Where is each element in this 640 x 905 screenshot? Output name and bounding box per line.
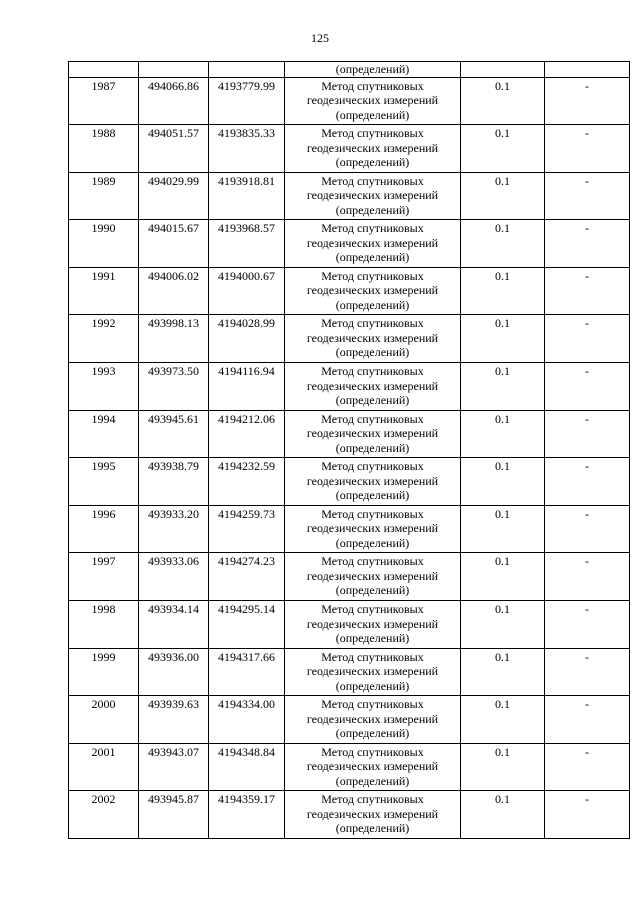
cell-extra: - bbox=[545, 743, 630, 791]
cell-y-coordinate: 4194028.99 bbox=[209, 315, 285, 363]
table-row bbox=[69, 553, 630, 601]
cell-x-coordinate: 493936.00 bbox=[139, 648, 209, 696]
table-row bbox=[69, 791, 630, 839]
cell-accuracy: 0.1 bbox=[461, 696, 545, 744]
table-row bbox=[69, 315, 630, 363]
cell-x-coordinate: 493933.06 bbox=[139, 553, 209, 601]
cell-extra: - bbox=[545, 505, 630, 553]
cell-y-coordinate: 4194274.23 bbox=[209, 553, 285, 601]
cell-accuracy: 0.1 bbox=[461, 315, 545, 363]
cell-x-coordinate: 494051.57 bbox=[139, 125, 209, 173]
cell-x-coordinate: 494029.99 bbox=[139, 172, 209, 220]
cell-point-number: 1992 bbox=[69, 315, 139, 363]
table-body bbox=[69, 62, 630, 839]
cell-extra: - bbox=[545, 77, 630, 125]
cell-method: Метод спутниковых геодезических измерений (определений) bbox=[285, 648, 461, 696]
cell-accuracy: 0.1 bbox=[461, 791, 545, 839]
cell-y-coordinate: 4194317.66 bbox=[209, 648, 285, 696]
table-row bbox=[69, 125, 630, 173]
continuation-row bbox=[69, 62, 630, 78]
cell-accuracy: 0.1 bbox=[461, 458, 545, 506]
cell-point-number: 1987 bbox=[69, 77, 139, 125]
cell-method: Метод спутниковых геодезических измерений (определений) bbox=[285, 267, 461, 315]
cell-extra: - bbox=[545, 410, 630, 458]
cell-method: Метод спутниковых геодезических измерений (определений) bbox=[285, 601, 461, 649]
cell-x-coordinate: 493998.13 bbox=[139, 315, 209, 363]
cell-point-number: 2000 bbox=[69, 696, 139, 744]
table-row bbox=[69, 172, 630, 220]
table-row bbox=[69, 696, 630, 744]
cell-x-coordinate: 494006.02 bbox=[139, 267, 209, 315]
cell-method: Метод спутниковых геодезических измерений (определений) bbox=[285, 696, 461, 744]
cell-x-coordinate: 493938.79 bbox=[139, 458, 209, 506]
cell-point-number bbox=[69, 62, 139, 78]
cell-x-coordinate: 493945.61 bbox=[139, 410, 209, 458]
cell-method: Метод спутниковых геодезических измерений (определений) bbox=[285, 743, 461, 791]
cell-y-coordinate: 4193835.33 bbox=[209, 125, 285, 173]
cell-extra: - bbox=[545, 648, 630, 696]
cell-x-coordinate: 493945.87 bbox=[139, 791, 209, 839]
cell-point-number: 1997 bbox=[69, 553, 139, 601]
cell-y-coordinate: 4193779.99 bbox=[209, 77, 285, 125]
cell-accuracy: 0.1 bbox=[461, 267, 545, 315]
page-number: 125 bbox=[311, 31, 329, 45]
cell-extra: - bbox=[545, 363, 630, 411]
cell-accuracy: 0.1 bbox=[461, 410, 545, 458]
cell-method: Метод спутниковых геодезических измерений (определений) bbox=[285, 363, 461, 411]
cell-point-number: 1991 bbox=[69, 267, 139, 315]
cell-y-coordinate: 4194212.06 bbox=[209, 410, 285, 458]
table-row bbox=[69, 220, 630, 268]
cell-accuracy: 0.1 bbox=[461, 125, 545, 173]
cell-point-number: 1996 bbox=[69, 505, 139, 553]
cell-x-coordinate: 493939.63 bbox=[139, 696, 209, 744]
cell-point-number: 1999 bbox=[69, 648, 139, 696]
table-row bbox=[69, 267, 630, 315]
cell-y-coordinate: 4194116.94 bbox=[209, 363, 285, 411]
cell-method: Метод спутниковых геодезических измерений (определений) bbox=[285, 77, 461, 125]
cell-accuracy: 0.1 bbox=[461, 220, 545, 268]
cell-point-number: 2001 bbox=[69, 743, 139, 791]
cell-accuracy bbox=[461, 62, 545, 78]
coordinates-table bbox=[68, 61, 630, 839]
cell-method: Метод спутниковых геодезических измерений (определений) bbox=[285, 315, 461, 363]
cell-extra: - bbox=[545, 172, 630, 220]
cell-y-coordinate: 4193918.81 bbox=[209, 172, 285, 220]
cell-x-coordinate: 494066.86 bbox=[139, 77, 209, 125]
cell-extra bbox=[545, 62, 630, 78]
cell-x-coordinate bbox=[139, 62, 209, 78]
cell-extra: - bbox=[545, 601, 630, 649]
cell-x-coordinate: 494015.67 bbox=[139, 220, 209, 268]
cell-accuracy: 0.1 bbox=[461, 505, 545, 553]
cell-point-number: 1988 bbox=[69, 125, 139, 173]
cell-extra: - bbox=[545, 791, 630, 839]
cell-method: Метод спутниковых геодезических измерений (определений) bbox=[285, 125, 461, 173]
cell-y-coordinate: 4194259.73 bbox=[209, 505, 285, 553]
cell-method: Метод спутниковых геодезических измерений (определений) bbox=[285, 220, 461, 268]
cell-x-coordinate: 493934.14 bbox=[139, 601, 209, 649]
cell-extra: - bbox=[545, 553, 630, 601]
table-row bbox=[69, 743, 630, 791]
cell-y-coordinate bbox=[209, 62, 285, 78]
cell-extra: - bbox=[545, 458, 630, 506]
cell-point-number: 1990 bbox=[69, 220, 139, 268]
cell-method: Метод спутниковых геодезических измерений (определений) bbox=[285, 410, 461, 458]
cell-extra: - bbox=[545, 315, 630, 363]
cell-point-number: 1989 bbox=[69, 172, 139, 220]
cell-point-number: 1993 bbox=[69, 363, 139, 411]
cell-accuracy: 0.1 bbox=[461, 553, 545, 601]
cell-y-coordinate: 4194348.84 bbox=[209, 743, 285, 791]
cell-accuracy: 0.1 bbox=[461, 363, 545, 411]
cell-extra: - bbox=[545, 125, 630, 173]
cell-method: Метод спутниковых геодезических измерений (определений) bbox=[285, 505, 461, 553]
cell-y-coordinate: 4194000.67 bbox=[209, 267, 285, 315]
cell-method: Метод спутниковых геодезических измерений (определений) bbox=[285, 791, 461, 839]
table-row bbox=[69, 648, 630, 696]
cell-accuracy: 0.1 bbox=[461, 77, 545, 125]
cell-method: Метод спутниковых геодезических измерений (определений) bbox=[285, 458, 461, 506]
cell-x-coordinate: 493943.07 bbox=[139, 743, 209, 791]
cell-method: (определений) bbox=[285, 62, 461, 78]
cell-extra: - bbox=[545, 267, 630, 315]
table-row bbox=[69, 601, 630, 649]
cell-method: Метод спутниковых геодезических измерений (определений) bbox=[285, 553, 461, 601]
table-row bbox=[69, 410, 630, 458]
cell-accuracy: 0.1 bbox=[461, 743, 545, 791]
cell-extra: - bbox=[545, 220, 630, 268]
cell-y-coordinate: 4194334.00 bbox=[209, 696, 285, 744]
cell-point-number: 2002 bbox=[69, 791, 139, 839]
cell-method: Метод спутниковых геодезических измерений (определений) bbox=[285, 172, 461, 220]
cell-y-coordinate: 4194359.17 bbox=[209, 791, 285, 839]
cell-point-number: 1998 bbox=[69, 601, 139, 649]
table-row bbox=[69, 505, 630, 553]
cell-accuracy: 0.1 bbox=[461, 172, 545, 220]
cell-x-coordinate: 493973.50 bbox=[139, 363, 209, 411]
cell-accuracy: 0.1 bbox=[461, 648, 545, 696]
cell-y-coordinate: 4193968.57 bbox=[209, 220, 285, 268]
cell-y-coordinate: 4194232.59 bbox=[209, 458, 285, 506]
cell-extra: - bbox=[545, 696, 630, 744]
cell-x-coordinate: 493933.20 bbox=[139, 505, 209, 553]
table-row bbox=[69, 363, 630, 411]
table-row bbox=[69, 458, 630, 506]
cell-point-number: 1995 bbox=[69, 458, 139, 506]
cell-y-coordinate: 4194295.14 bbox=[209, 601, 285, 649]
table-row bbox=[69, 77, 630, 125]
cell-point-number: 1994 bbox=[69, 410, 139, 458]
cell-accuracy: 0.1 bbox=[461, 601, 545, 649]
